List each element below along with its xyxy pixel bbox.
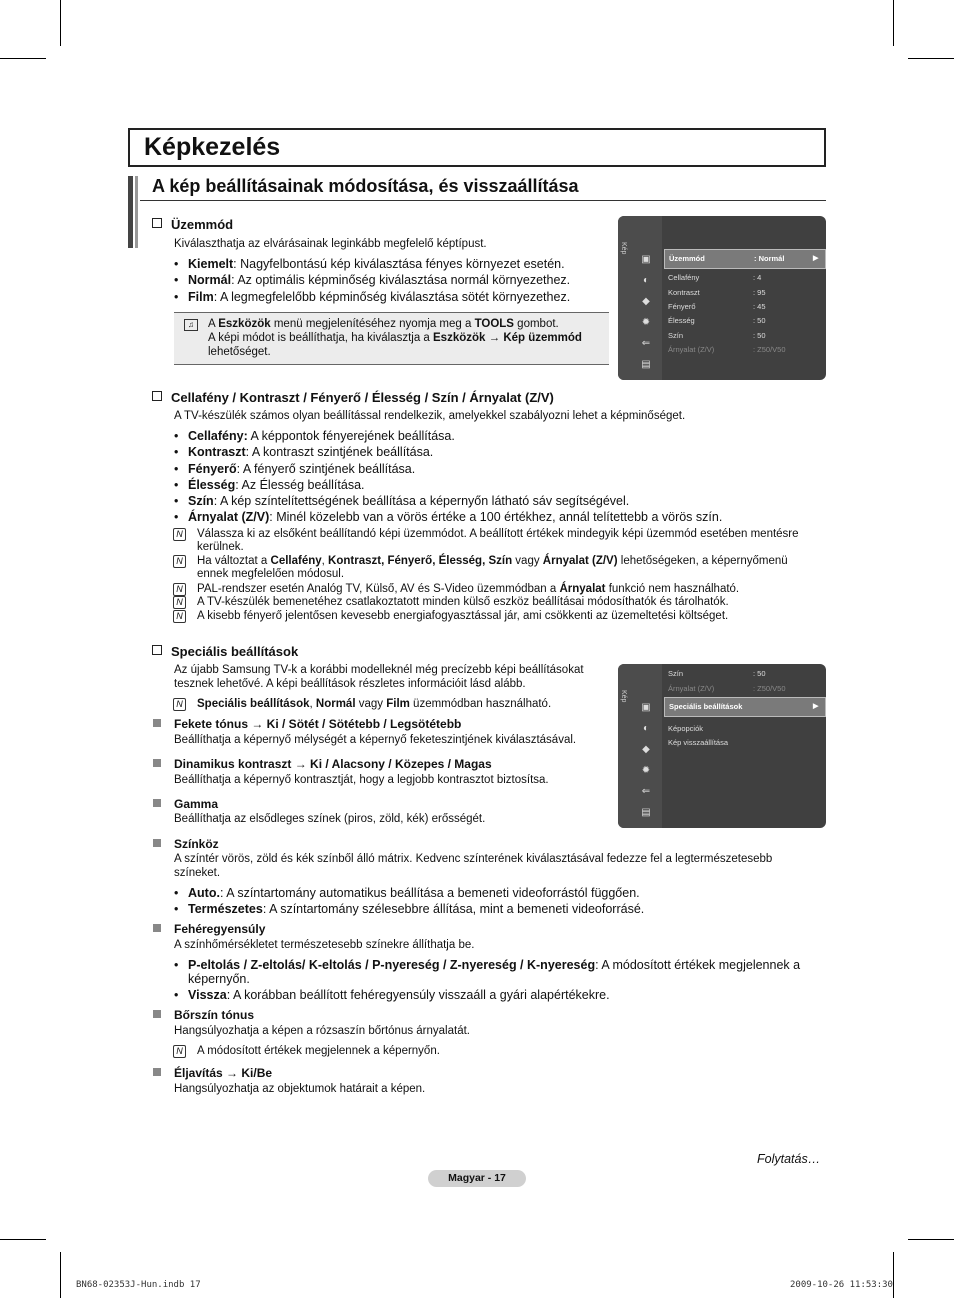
section-title: A kép beállításainak módosítása, és visszaállítása [152,176,579,196]
note-continued: kerülnek. [197,541,244,553]
checkbox-icon [152,645,162,655]
item-desc: színeket. [174,867,221,879]
item-desc: Beállíthatja az elsődleges színek (piros, zöld, kék) erősségét. [174,813,486,825]
square-bullet-icon [153,799,161,807]
uzemmod-desc: Kiválaszthatja az elvárásainak leginkább megfelelő képtípust. [174,238,487,250]
note-icon: N [173,528,186,541]
note-icon: N [173,596,186,609]
list-item: • Természetes: A színtartomány szélesebbre állítása, mint a bemeneti videoforrásé. [174,902,645,916]
item-desc: Beállíthatja a képernyő mélységét a képernyő feketeszintjének kiválasztásával. [174,734,577,746]
item-heading: Gamma [174,797,218,811]
page-title: Képkezelés [144,133,281,161]
item-heading: Színköz [174,837,219,851]
section-underline [140,200,826,201]
support-icon: ▤ [641,807,651,818]
support-icon: ▤ [641,359,651,370]
square-bullet-icon [153,924,161,932]
square-bullet-icon [153,759,161,767]
list-item: • Normál: Az optimális képminőség kiválasztása normál környezethez. [174,273,571,287]
item-heading: Bőrszín tónus [174,1008,254,1022]
page-number: Magyar - 17 [428,1170,526,1187]
tools-tip-box [174,312,609,365]
note-icon: N [173,1045,186,1058]
cellafeny-heading: Cellafény / Kontraszt / Fényerő / Élesség / Szín / Árnyalat (Z/V) [152,390,554,405]
square-bullet-icon [153,839,161,847]
note-continued: ennek megfelelően módosul. [197,568,345,580]
item-desc: A színhőmérsékletet természetesebb színekre állíthatja be. [174,939,475,951]
checkbox-icon [152,391,162,401]
note: N A TV-készülék bemenetéhez csatlakoztatott minden külső eszköz beállításai módosíthatók és tárolhatók. [197,596,729,609]
list-item: • Árnyalat (Z/V): Minél közelebb van a vörös értéke a 100 értékhez, annál telítettebb a vörös szín. [174,510,723,524]
crop-mark [908,1239,954,1240]
tv-menu-row: Szín : 50 [668,331,766,340]
note-icon: N [173,555,186,568]
item-heading: Dinamikus kontraszt → Ki / Alacsony / Közepes / Magas [174,757,492,771]
tv-menu-row: Kontraszt : 95 [668,288,766,297]
channel-icon: ◆ [642,744,650,755]
page-title-box [128,128,826,167]
crop-mark [60,1252,61,1298]
tv-menu-row: Cellafény : 4 [668,273,762,282]
crop-mark [0,58,46,59]
note: N Ha változtat a Cellafény, Kontraszt, Fényerő, Élesség, Szín vagy Árnyalat (Z/V) lehetőségeken, a képernyőmenü [197,555,788,568]
specialis-desc: tesznek lehetővé. A képi beállítások részletes információit lásd alább. [174,678,526,690]
tv-menu-row: Fényerő : 45 [668,302,766,311]
item-desc: Hangsúlyozhatja a képen a rózsaszín bőrtónus árnyalatát. [174,1025,470,1037]
section-bar [128,176,133,248]
list-item-continued: képernyőn. [188,972,250,986]
tv-menu-row: Árnyalat (Z/V) : Z50/V50 [668,345,786,354]
note-icon: N [173,610,186,623]
item-desc: A színtér vörös, zöld és kék színből álló mátrix. Kedvenc színterének kiválasztásával fedezze fel a legtermészetesebb [174,853,773,865]
tv-menu-row: Kép visszaállítása [668,738,729,747]
tv-menu-highlight: Üzemmód : Normál ▶ [664,249,826,269]
continued-label: Folytatás… [757,1152,821,1166]
cellafeny-desc: A TV-készülék számos olyan beállítással rendelkezik, amelyekkel szabályozni lehet a képminőséget. [174,410,686,422]
list-item: • Szín: A kép színtelítettségének beállítása a képernyőn látható sáv segítségével. [174,494,630,508]
tools-icon: ♫ [184,319,198,331]
sound-icon: ◐ [642,275,650,286]
sound-icon: ◐ [642,723,650,734]
crop-mark [0,1239,46,1240]
note: N Speciális beállítások, Normál vagy Film üzemmódban használható. [197,698,551,711]
item-desc: Hangsúlyozhatja az objektumok határait a képen. [174,1083,426,1095]
tv-menu-row: Képopciók [668,724,704,733]
tv-menu-screen-advanced [618,664,826,828]
square-bullet-icon [153,719,161,727]
square-bullet-icon [153,1068,161,1076]
tv-menu-highlight: Speciális beállítások ▶ [664,697,826,717]
list-item: • Film: A legmegfelelőbb képminőség kiválasztása sötét környezethez. [174,290,571,304]
channel-icon: ◆ [642,296,650,307]
picture-icon: ▣ [641,254,651,265]
note: N PAL-rendszer esetén Analóg TV, Külső, AV és S-Video üzemmódban a Árnyalat funkció nem használható. [197,583,739,596]
crop-mark [60,0,61,46]
note-icon: N [173,698,186,711]
picture-icon: ▣ [641,702,651,713]
list-item: • Auto.: A színtartomány automatikus beállítása a bemeneti videoforrástól függően. [174,886,640,900]
specialis-heading: Speciális beállítások [152,644,298,659]
tv-menu-screen-picture [618,216,826,380]
file-name: BN68-02353J-Hun.indb 17 [76,1280,201,1290]
tip-line: lehetőséget. [208,346,271,358]
tv-menu-row: Szín : 50 [668,669,766,678]
file-date: 2009-10-26 11:53:30 [790,1280,893,1290]
list-item: • Kiemelt: Nagyfelbontású kép kiválasztása fényes környezet esetén. [174,257,565,271]
list-item: • Élesség: Az Élesség beállítása. [174,478,365,492]
list-item: • Kontraszt: A kontraszt szintjének beállítása. [174,445,434,459]
tv-side-label: Kép [620,242,627,255]
square-bullet-icon [153,1010,161,1018]
specialis-desc: Az újabb Samsung TV-k a korábbi modelleknél még precízebb képi beállításokat [174,664,584,676]
uzemmod-heading: Üzemmód [152,217,233,232]
input-icon: ⇐ [641,338,651,349]
checkbox-icon [152,218,162,228]
list-item: • Fényerő: A fényerő szintjének beállítása. [174,462,416,476]
crop-mark [893,1252,894,1298]
note: N A módosított értékek megjelennek a képernyőn. [197,1045,440,1058]
crop-mark [908,58,954,59]
note-icon: N [173,583,186,596]
crop-mark [893,0,894,46]
tip-line: A Eszközök menü megjelenítéséhez nyomja meg a TOOLS gombot. [208,318,559,330]
item-desc: Beállíthatja a képernyő kontrasztját, hogy a legjobb kontrasztot biztosítsa. [174,774,549,786]
tv-menu-row: Árnyalat (Z/V) : Z50/V50 [668,684,786,693]
item-heading: Éljavítás → Ki/Be [174,1066,272,1080]
setup-icon: ✹ [641,317,651,328]
section-bar [135,176,138,248]
list-item: • Cellafény: A képpontok fényerejének beállítása. [174,429,455,443]
list-item: • P-eltolás / Z-eltolás/ K-eltolás / P-nyereség / Z-nyereség / K-nyereség: A módosított értékek megjelennek a [174,958,801,972]
input-icon: ⇐ [641,786,651,797]
note: N Válassza ki az elsőként beállítandó képi üzemmódot. A beállított értékek mindegyik képi üzemmód esetében mentésre [197,528,799,541]
tv-side-label: Kép [620,690,627,703]
item-heading: Fehéregyensúly [174,922,265,936]
tv-menu-row: Élesség : 50 [668,316,766,325]
item-heading: Fekete tónus → Ki / Sötét / Sötétebb / Legsötétebb [174,717,461,731]
note: N A kisebb fényerő jelentősen kevesebb energiafogyasztással jár, ami csökkenti az üzemeltetési költséget. [197,610,728,623]
list-item: • Vissza: A korábban beállított fehéregyensúly visszaáll a gyári alapértékekre. [174,988,610,1002]
setup-icon: ✹ [641,765,651,776]
tip-line: A képi módot is beállíthatja, ha kiválasztja a Eszközök → Kép üzemmód [208,332,582,344]
